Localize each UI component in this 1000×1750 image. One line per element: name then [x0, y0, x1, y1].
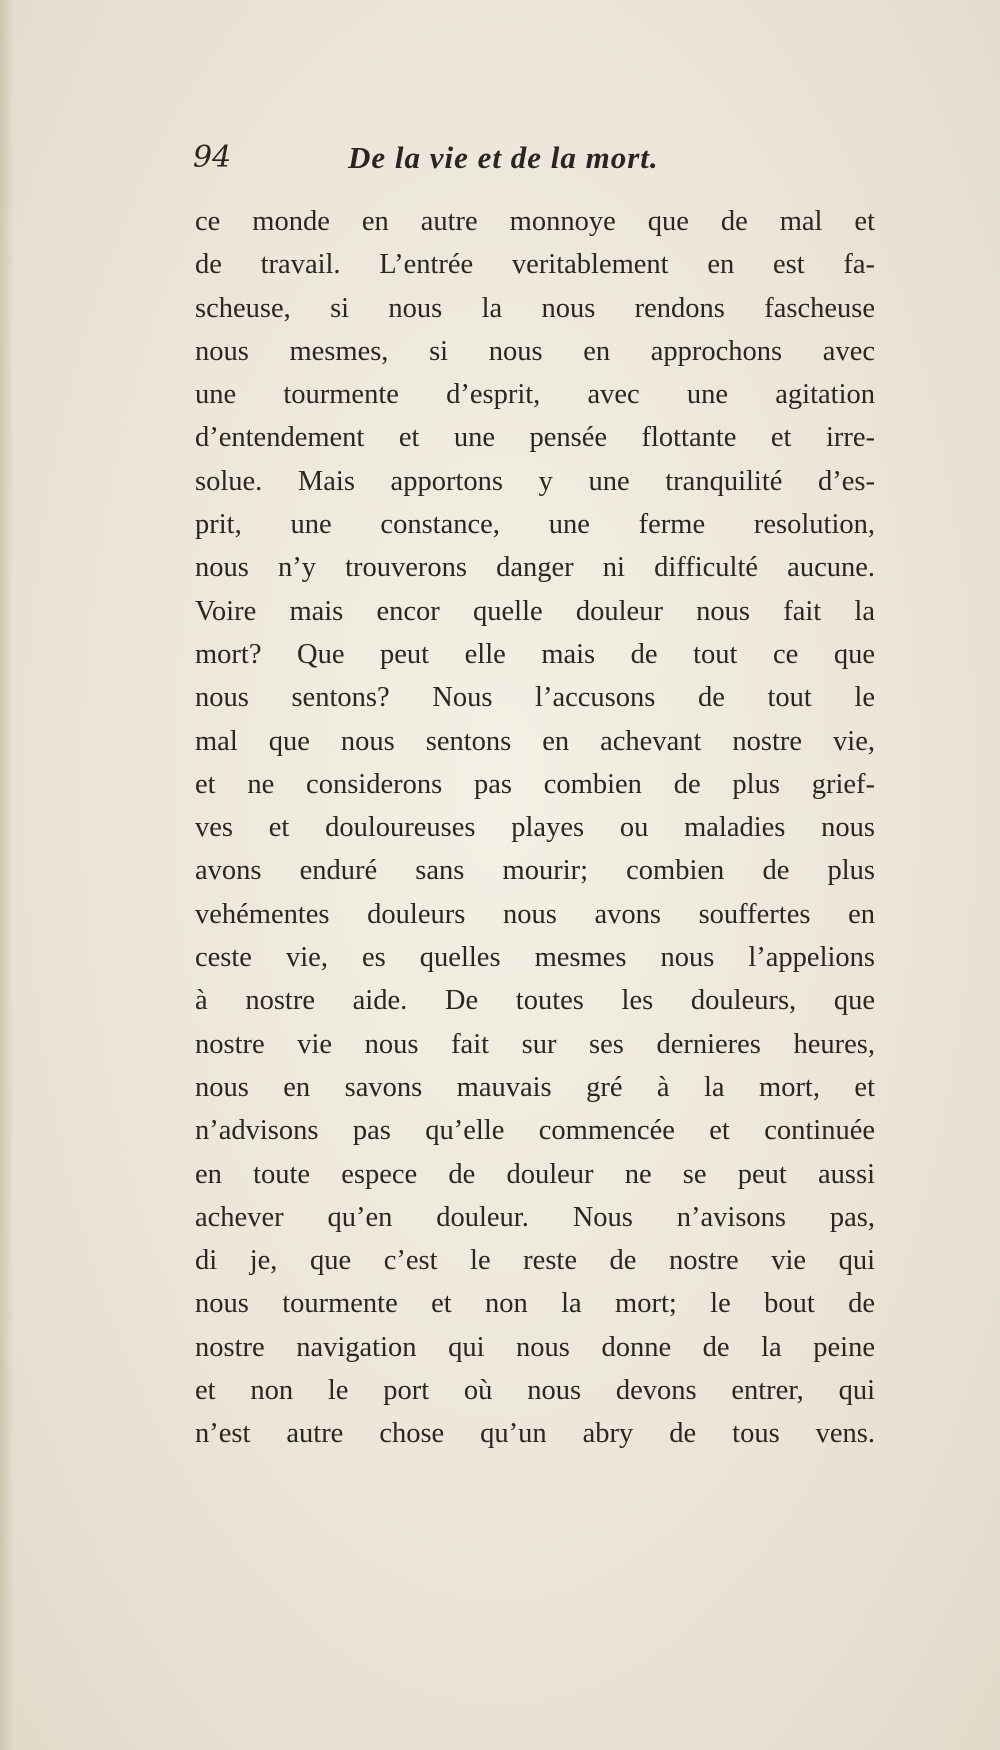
text-line: avons enduré sans mourir; combien de plus	[195, 855, 875, 887]
page-header	[193, 140, 783, 190]
text-line: et non le port où nous devons entrer, qui	[195, 1375, 875, 1407]
text-line: di je, que c’est le reste de nostre vie qui	[195, 1245, 875, 1277]
text-line: nostre vie nous fait sur ses dernieres heures,	[195, 1028, 875, 1060]
text-line: ves et douloureuses playes ou maladies nous	[195, 812, 875, 844]
text-line: nous sentons? Nous l’accusons de tout le	[195, 682, 875, 714]
text-line: en toute espece de douleur ne se peut aussi	[195, 1158, 875, 1190]
text-line: prit, une constance, une ferme resolution,	[195, 509, 875, 541]
body-text	[195, 200, 875, 1456]
page-number: 94	[193, 140, 232, 175]
text-line: Voire mais encor quelle douleur nous fait la	[195, 595, 875, 627]
text-line: et ne considerons pas combien de plus grief-	[195, 768, 875, 800]
text-line: mort? Que peut elle mais de tout ce que	[195, 638, 875, 670]
text-line: mal que nous sentons en achevant nostre vie,	[195, 725, 875, 757]
text-line: solue. Mais apportons y une tranquilité d’es-	[195, 465, 875, 497]
text-line: nostre navigation qui nous donne de la peine	[195, 1331, 875, 1363]
text-line: de travail. L’entrée veritablement en est fa-	[195, 249, 875, 281]
text-line: nous tourmente et non la mort; le bout de	[195, 1288, 875, 1320]
text-line: vehémentes douleurs nous avons souffertes en	[195, 898, 875, 930]
page-edge-shadow	[0, 0, 14, 1750]
text-line: ceste vie, es quelles mesmes nous l’appelions	[195, 942, 875, 974]
text-line: nous n’y trouverons danger ni difficulté aucune.	[195, 552, 875, 584]
text-line: d’entendement et une pensée flottante et irre-	[195, 422, 875, 454]
text-line: nous en savons mauvais gré à la mort, et	[195, 1071, 875, 1103]
text-line: à nostre aide. De toutes les douleurs, que	[195, 985, 875, 1017]
text-line: n’est autre chose qu’un abry de tous vens.	[195, 1418, 875, 1450]
text-line: ce monde en autre monnoye que de mal et	[195, 206, 875, 237]
text-line: scheuse, si nous la nous rendons fascheuse	[195, 292, 875, 324]
text-line: une tourmente d’esprit, avec une agitation	[195, 379, 875, 411]
text-line: nous mesmes, si nous en approchons avec	[195, 335, 875, 367]
text-line: achever qu’en douleur. Nous n’avisons pas,	[195, 1201, 875, 1233]
running-title: De la vie et de la mort.	[348, 140, 659, 175]
text-line: n’advisons pas qu’elle commencée et continuée	[195, 1115, 875, 1147]
